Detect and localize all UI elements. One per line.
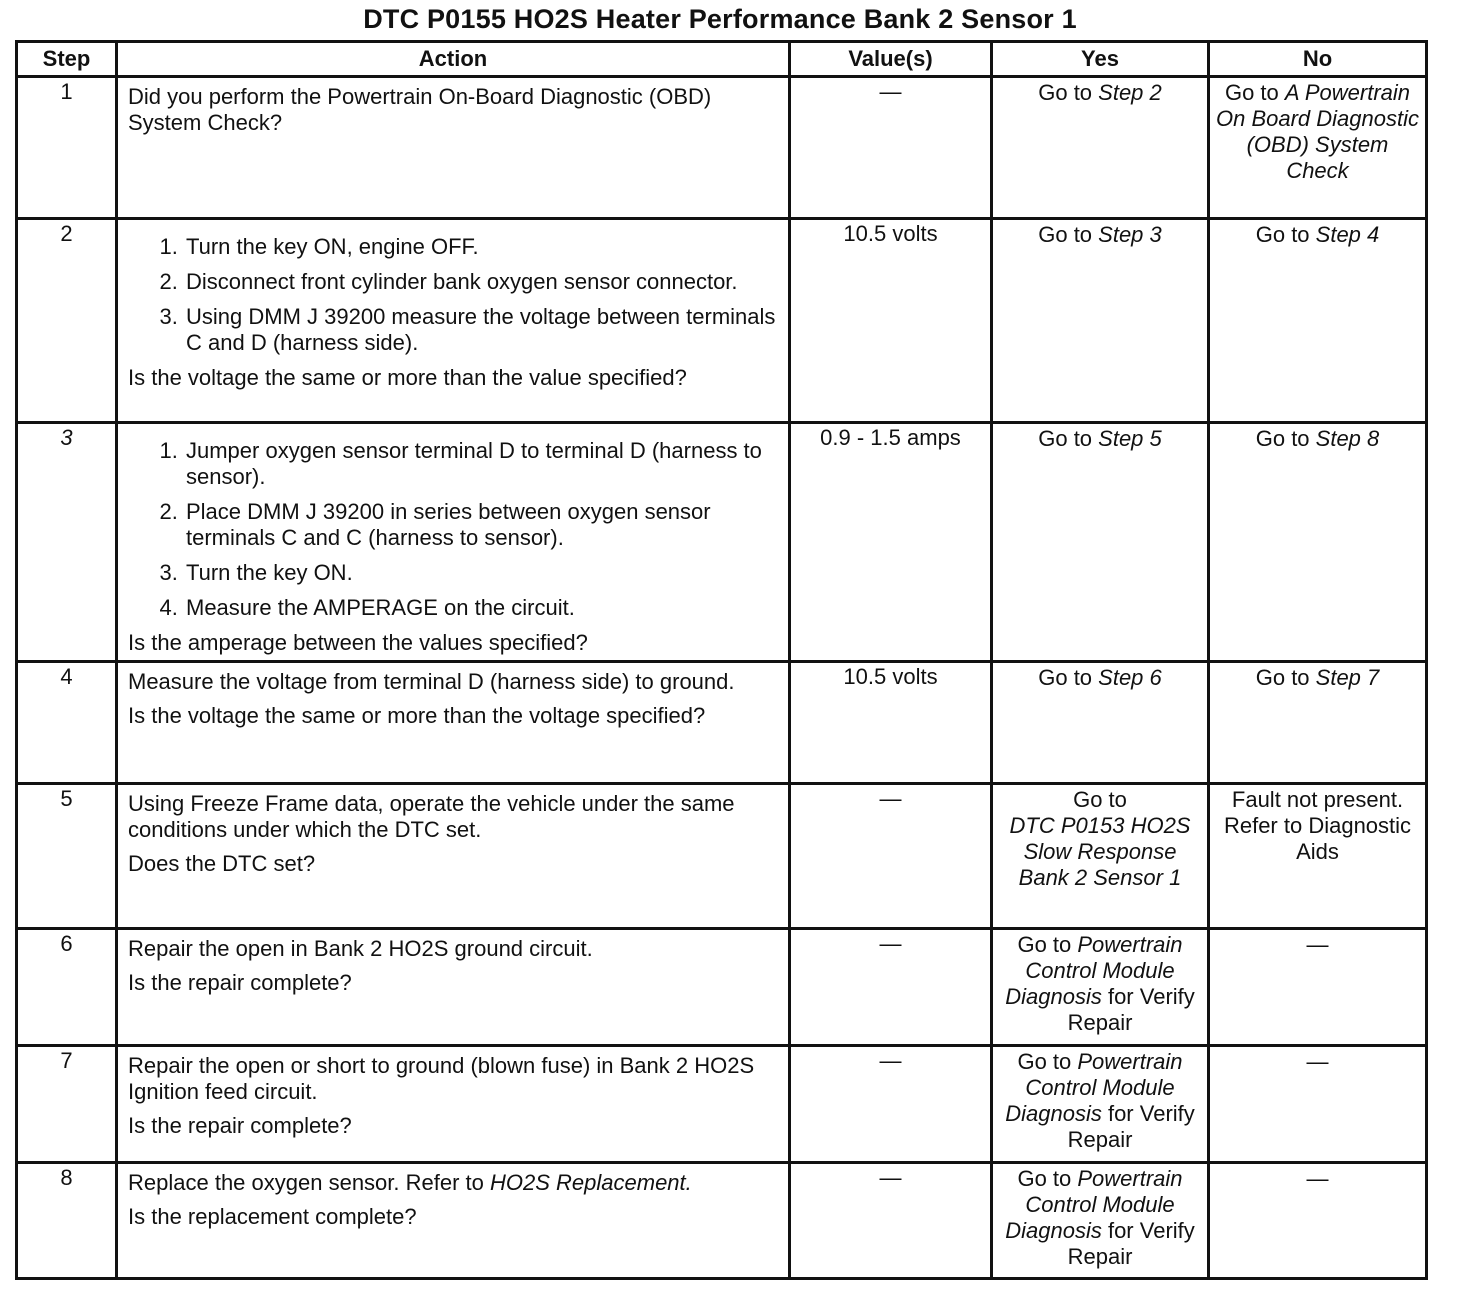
yes-cell <box>992 784 1209 929</box>
action-question: Is the amperage between the values specified? <box>128 630 588 655</box>
yes-cell <box>992 1046 1209 1163</box>
action-question: Is the repair complete? <box>128 1113 352 1138</box>
action-question: Is the repair complete? <box>128 970 352 995</box>
action-cell <box>117 929 790 1046</box>
header-yes: Yes <box>992 42 1209 77</box>
yes-prefix: Go to <box>1017 932 1078 957</box>
action-text <box>128 1170 778 1196</box>
yes-cell <box>992 423 1209 662</box>
yes-prefix: Go to <box>1073 787 1127 812</box>
action-cell <box>117 423 790 662</box>
action-cell <box>117 662 790 784</box>
no-cell <box>1209 77 1427 219</box>
step-number: 7 <box>17 1046 117 1163</box>
table-row-step-7 <box>17 1046 1427 1163</box>
step-number: 3 <box>17 423 117 662</box>
no-cell: — <box>1209 1046 1427 1163</box>
no-cell: — <box>1209 1163 1427 1279</box>
header-row <box>17 42 1427 77</box>
header-action: Action <box>117 42 790 77</box>
step-number: 6 <box>17 929 117 1046</box>
value-cell: 10.5 volts <box>790 662 992 784</box>
value-cell: — <box>790 1163 992 1279</box>
yes-link[interactable]: Step 5 <box>1098 426 1162 451</box>
value-cell: 10.5 volts <box>790 219 992 423</box>
table-row-step-3 <box>17 423 1427 662</box>
step-number: 8 <box>17 1163 117 1279</box>
table-row-step-2 <box>17 219 1427 423</box>
page-title: DTC P0155 HO2S Heater Performance Bank 2 Sensor 1 <box>363 4 1077 34</box>
no-link[interactable]: A Powertrain On Board Diagnostic (OBD) System Check <box>1216 80 1419 183</box>
action-question: Is the voltage the same or more than the voltage specified? <box>128 703 706 728</box>
no-link[interactable]: Step 8 <box>1315 426 1380 451</box>
yes-suffix: for Verify Repair <box>1067 1218 1195 1269</box>
no-cell <box>1209 219 1427 423</box>
no-cell <box>1209 662 1427 784</box>
yes-link[interactable]: Step 3 <box>1098 222 1162 247</box>
value-cell: — <box>790 784 992 929</box>
action-steps-list <box>128 438 778 621</box>
yes-cell <box>992 219 1209 423</box>
table-row-step-4 <box>17 662 1427 784</box>
list-item: 1. Jumper oxygen sensor terminal D to terminal D (harness to sensor). <box>184 438 778 490</box>
action-text: Repair the open or short to ground (blown fuse) in Bank 2 HO2S Ignition feed circuit. <box>128 1053 755 1104</box>
action-question: Is the replacement complete? <box>128 1204 417 1229</box>
step-number: 5 <box>17 784 117 929</box>
yes-link[interactable]: Step 2 <box>1098 80 1162 105</box>
no-link[interactable]: Step 4 <box>1315 222 1380 247</box>
action-text: Measure the voltage from terminal D (harness side) to ground. <box>128 669 735 694</box>
no-prefix: Go to <box>1255 665 1316 690</box>
yes-cell <box>992 1163 1209 1279</box>
yes-link[interactable]: Step 6 <box>1098 665 1162 690</box>
no-prefix: Go to <box>1224 80 1285 105</box>
action-question: Does the DTC set? <box>128 851 316 876</box>
value-cell: — <box>790 77 992 219</box>
yes-prefix: Go to <box>1017 1049 1078 1074</box>
no-link[interactable]: Step 7 <box>1315 665 1380 690</box>
step-number: 1 <box>17 77 117 219</box>
yes-prefix: Go to <box>1038 665 1099 690</box>
yes-suffix: for Verify Repair <box>1067 984 1195 1035</box>
yes-cell <box>992 929 1209 1046</box>
yes-link[interactable]: Powertrain Control Module Diagnosis <box>1005 1049 1183 1126</box>
no-cell: — <box>1209 929 1427 1046</box>
action-text: Using Freeze Frame data, operate the vehicle under the same conditions under which the DTC set. <box>128 791 735 842</box>
yes-suffix: for Verify Repair <box>1067 1101 1195 1152</box>
action-cell <box>117 77 790 219</box>
ho2s-replacement-link[interactable]: HO2S Replacement. <box>490 1170 692 1195</box>
list-item: 2. Disconnect front cylinder bank oxygen sensor connector. <box>184 269 778 295</box>
no-cell: Fault not present. Refer to Diagnostic Aids <box>1209 784 1427 929</box>
no-prefix: Go to <box>1255 426 1316 451</box>
yes-cell <box>992 662 1209 784</box>
header-no: No <box>1209 42 1427 77</box>
list-item: 4. Measure the AMPERAGE on the circuit. <box>184 595 778 621</box>
value-cell: — <box>790 929 992 1046</box>
action-steps-list <box>128 234 778 356</box>
value-cell: — <box>790 1046 992 1163</box>
value-cell: 0.9 - 1.5 amps <box>790 423 992 662</box>
action-question: Did you perform the Powertrain On-Board Diagnostic (OBD) System Check? <box>128 84 712 135</box>
action-text-prefix: Replace the oxygen sensor. Refer to <box>128 1170 490 1195</box>
table-row-step-8 <box>17 1163 1427 1279</box>
action-text: Repair the open in Bank 2 HO2S ground circuit. <box>128 936 593 961</box>
action-cell <box>117 1046 790 1163</box>
list-item: 3. Turn the key ON. <box>184 560 778 586</box>
table-row-step-5 <box>17 784 1427 929</box>
list-item: 2. Place DMM J 39200 in series between oxygen sensor terminals C and C (harness to sensor). <box>184 499 778 551</box>
table-row-step-1 <box>17 77 1427 219</box>
yes-prefix: Go to <box>1038 426 1099 451</box>
list-item: 1. Turn the key ON, engine OFF. <box>184 234 778 260</box>
list-item: 3. Using DMM J 39200 measure the voltage between terminals C and D (harness side). <box>184 304 778 356</box>
step-number: 2 <box>17 219 117 423</box>
yes-prefix: Go to <box>1017 1166 1078 1191</box>
yes-cell <box>992 77 1209 219</box>
header-step: Step <box>17 42 117 77</box>
yes-link[interactable]: Powertrain Control Module Diagnosis <box>1005 1166 1183 1243</box>
yes-prefix: Go to <box>1038 80 1099 105</box>
action-cell <box>117 219 790 423</box>
no-cell <box>1209 423 1427 662</box>
header-value: Value(s) <box>790 42 992 77</box>
yes-prefix: Go to <box>1038 222 1099 247</box>
yes-link[interactable]: Powertrain Control Module Diagnosis <box>1005 932 1183 1009</box>
diagnostic-table <box>15 40 1428 1280</box>
action-question: Is the voltage the same or more than the value specified? <box>128 365 687 390</box>
step-number: 4 <box>17 662 117 784</box>
action-cell <box>117 784 790 929</box>
no-prefix: Go to <box>1255 222 1316 247</box>
table-row-step-6 <box>17 929 1427 1046</box>
action-cell <box>117 1163 790 1279</box>
yes-link[interactable]: DTC P0153 HO2S Slow Response Bank 2 Sensor 1 <box>1009 813 1191 890</box>
